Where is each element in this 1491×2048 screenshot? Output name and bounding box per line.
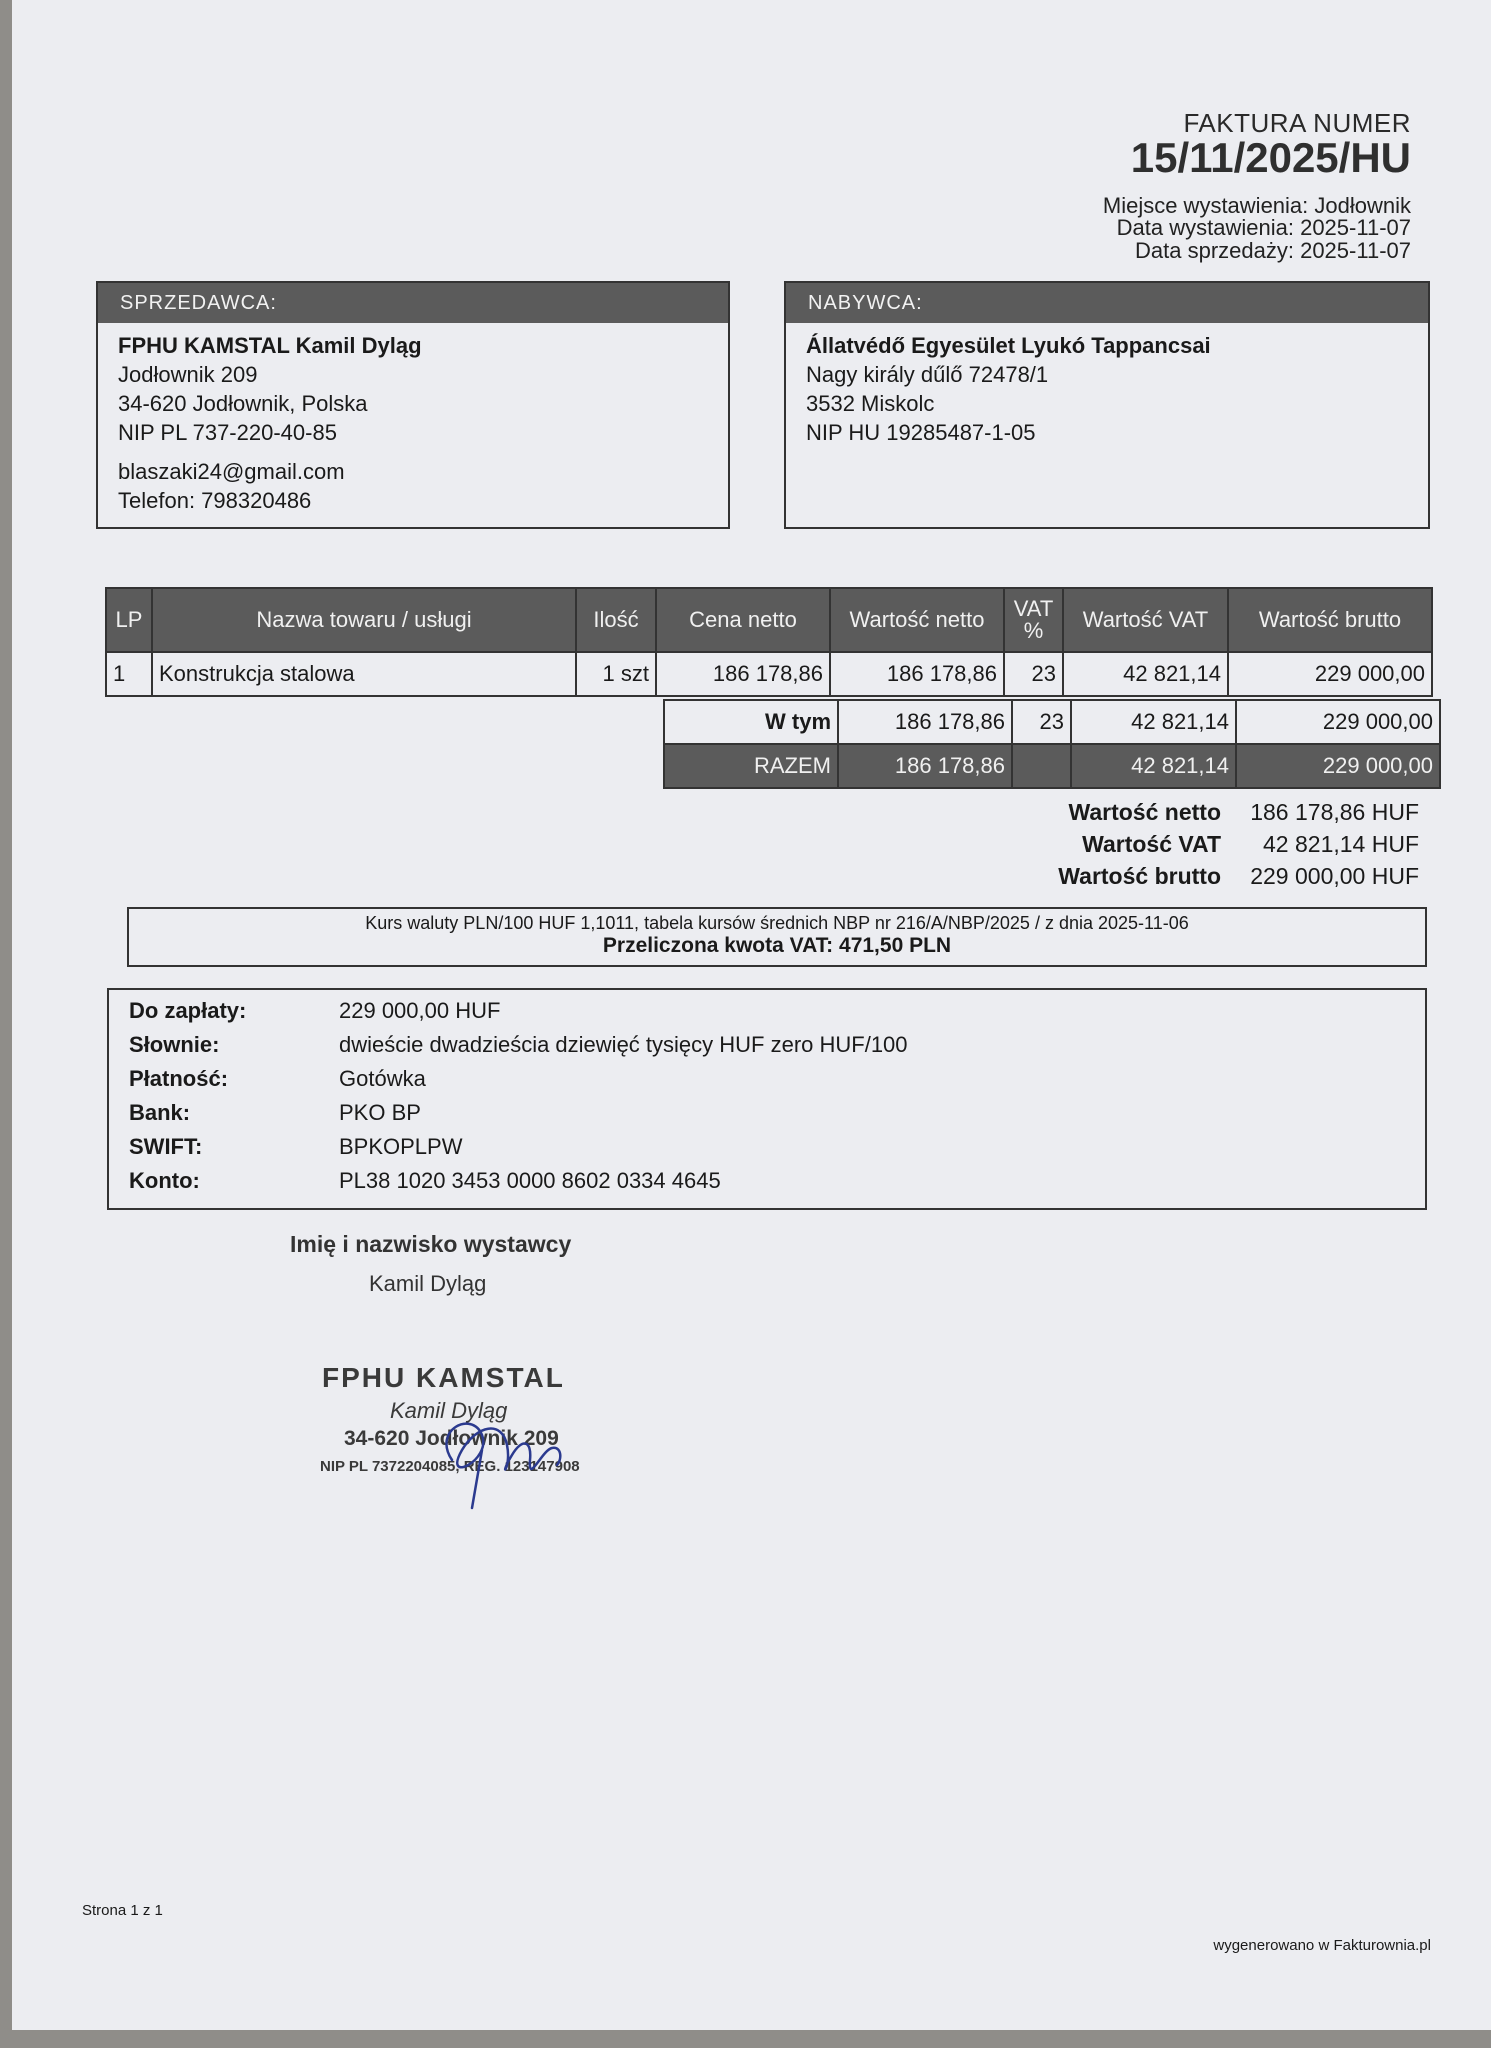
- buyer-address-line1: Nagy király dűlő 72478/1: [806, 362, 1049, 387]
- row-vat-value: 42 821,14: [1063, 652, 1228, 696]
- stamp-company: FPHU KAMSTAL: [322, 1362, 565, 1393]
- generated-by: wygenerowano w Fakturownia.pl: [1213, 1937, 1431, 1954]
- summary-table: [663, 699, 1441, 789]
- sale-date: Data sprzedaży: 2025-11-07: [1135, 238, 1411, 263]
- swift-value: BPKOPLPW: [339, 1134, 463, 1159]
- payment-box: [107, 988, 1427, 1210]
- seller-name: FPHU KAMSTAL Kamil Dyląg: [118, 333, 422, 358]
- total-vat-value: 42 821,14 HUF: [1263, 831, 1419, 857]
- razem-net: 186 178,86: [838, 744, 1012, 788]
- row-name: Konstrukcja stalowa: [152, 652, 576, 696]
- razem-label: RAZEM: [664, 744, 838, 788]
- issue-place: Miejsce wystawienia: Jodłownik: [1102, 193, 1411, 218]
- total-net-label: Wartość netto: [1068, 799, 1221, 825]
- col-net: Wartość netto: [830, 588, 1004, 652]
- col-lp: LP: [106, 588, 152, 652]
- wtym-vat-value: 42 821,14: [1071, 700, 1236, 744]
- words-value: dwieście dwadzieścia dziewięć tysięcy HUF zero HUF/100: [339, 1032, 908, 1057]
- invoice-page: [12, 0, 1491, 2030]
- buyer-nip: NIP HU 19285487-1-05: [806, 420, 1036, 445]
- seller-address-line2: 34-620 Jodłownik, Polska: [118, 391, 368, 416]
- method-label: Płatność:: [129, 1066, 229, 1091]
- stamp-name: Kamil Dyląg: [390, 1398, 508, 1423]
- items-table: [105, 587, 1433, 697]
- account-label: Konto:: [129, 1168, 200, 1193]
- bank-label: Bank:: [129, 1100, 191, 1125]
- row-lp: 1: [106, 652, 152, 696]
- words-label: Słownie:: [129, 1032, 220, 1057]
- seller-address-line1: Jodłownik 209: [118, 362, 258, 387]
- row-price: 186 178,86: [656, 652, 830, 696]
- total-gross-label: Wartość brutto: [1058, 863, 1221, 889]
- invoice-title-label: FAKTURA NUMER: [1183, 108, 1411, 138]
- row-gross: 229 000,00: [1228, 652, 1432, 696]
- issuer-label: Imię i nazwisko wystawcy: [290, 1231, 572, 1257]
- seller-nip: NIP PL 737-220-40-85: [118, 420, 337, 445]
- bank-value: PKO BP: [339, 1100, 421, 1125]
- col-gross: Wartość brutto: [1228, 588, 1432, 652]
- razem-vat-value: 42 821,14: [1071, 744, 1236, 788]
- row-qty: 1 szt: [576, 652, 656, 696]
- total-vat-label: Wartość VAT: [1082, 831, 1221, 857]
- swift-label: SWIFT:: [129, 1134, 203, 1159]
- seller-phone: Telefon: 798320486: [118, 488, 312, 513]
- stamp-registration: NIP PL 7372204085, REG. 123147908: [320, 1458, 580, 1475]
- buyer-heading: NABYWCA:: [786, 283, 1428, 323]
- account-value: PL38 1020 3453 0000 8602 0334 4645: [339, 1168, 721, 1193]
- invoice-number: 15/11/2025/HU: [1130, 134, 1411, 181]
- wtym-gross: 229 000,00: [1236, 700, 1440, 744]
- exchange-rate-line: Kurs waluty PLN/100 HUF 1,1011, tabela kursów średnich NBP nr 216/A/NBP/2025 / z dnia 2025-11-06: [365, 913, 1189, 933]
- wtym-label: W tym: [664, 700, 838, 744]
- col-vat-value: Wartość VAT: [1063, 588, 1228, 652]
- exchange-rate-box: [127, 907, 1427, 967]
- total-gross-value: 229 000,00 HUF: [1250, 863, 1419, 889]
- col-vat: VAT %: [1004, 588, 1063, 652]
- wtym-vat: 23: [1012, 700, 1071, 744]
- wtym-row: [664, 700, 1440, 744]
- issuer-name: Kamil Dyląg: [369, 1271, 487, 1296]
- items-header-row: [106, 588, 1432, 652]
- page-number: Strona 1 z 1: [82, 1902, 163, 1919]
- issue-date: Data wystawienia: 2025-11-07: [1116, 215, 1411, 240]
- razem-row: [664, 744, 1440, 788]
- due-label: Do zapłaty:: [129, 998, 247, 1023]
- converted-vat: Przeliczona kwota VAT: 471,50 PLN: [602, 934, 952, 957]
- col-name: Nazwa towaru / usługi: [152, 588, 576, 652]
- seller-box: [96, 281, 730, 529]
- razem-gross: 229 000,00: [1236, 744, 1440, 788]
- seller-heading: SPRZEDAWCA:: [98, 283, 728, 323]
- buyer-name: Állatvédő Egyesület Lyukó Tappancsai: [806, 333, 1211, 358]
- row-vat: 23: [1004, 652, 1063, 696]
- buyer-address-line2: 3532 Miskolc: [806, 391, 935, 416]
- stamp-address: 34-620 Jodłownik 209: [344, 1427, 559, 1450]
- method-value: Gotówka: [339, 1066, 426, 1091]
- due-value: 229 000,00 HUF: [339, 998, 501, 1023]
- col-qty: Ilość: [576, 588, 656, 652]
- row-net: 186 178,86: [830, 652, 1004, 696]
- razem-vat: [1012, 744, 1071, 788]
- signature-icon: [412, 1390, 582, 1510]
- buyer-box: [784, 281, 1430, 529]
- col-price: Cena netto: [656, 588, 830, 652]
- table-row: [106, 652, 1432, 696]
- wtym-net: 186 178,86: [838, 700, 1012, 744]
- seller-email: blaszaki24@gmail.com: [118, 459, 345, 484]
- total-net-value: 186 178,86 HUF: [1250, 799, 1419, 825]
